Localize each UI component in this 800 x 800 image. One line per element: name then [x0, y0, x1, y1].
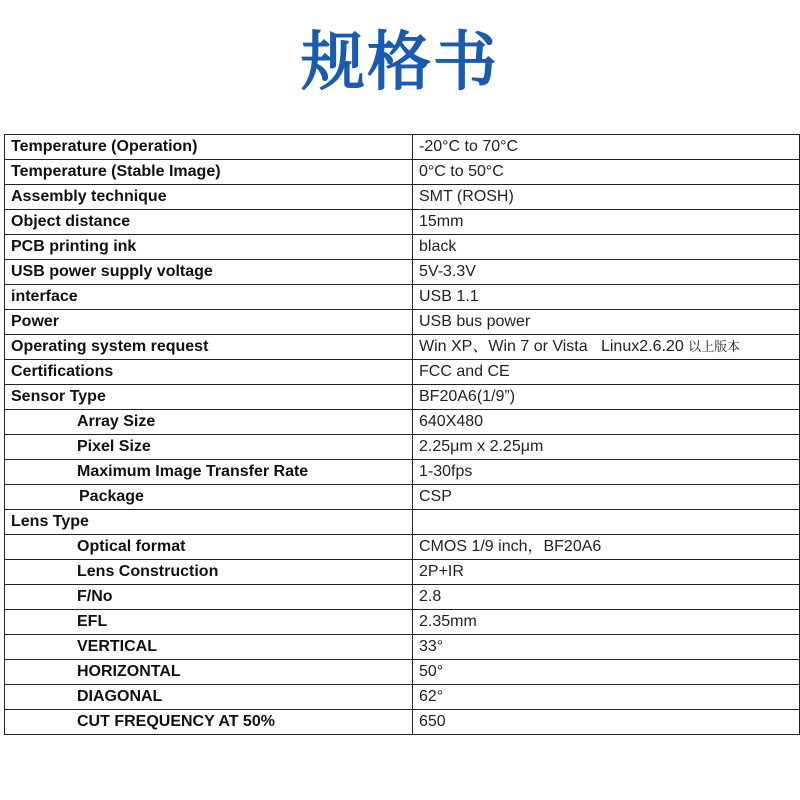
row-value: 50°: [413, 660, 800, 685]
table-row: [5, 285, 800, 310]
row-value: [413, 510, 800, 535]
table-row: [5, 560, 800, 585]
row-value: SMT (ROSH): [413, 185, 800, 210]
page-title: 规格书: [301, 26, 499, 100]
table-row: [5, 660, 800, 685]
row-label: Lens Type: [5, 510, 413, 535]
row-value: 2.35mm: [413, 610, 800, 635]
row-label: Temperature (Operation): [5, 135, 413, 160]
row-label: Assembly technique: [5, 185, 413, 210]
table-row: [5, 335, 800, 360]
row-value: black: [413, 235, 800, 260]
row-label: Pixel Size: [5, 435, 413, 460]
table-row: [5, 535, 800, 560]
table-row: [5, 135, 800, 160]
table-row: [5, 510, 800, 535]
table-row: [5, 385, 800, 410]
row-value: 2.8: [413, 585, 800, 610]
row-label: Certifications: [5, 360, 413, 385]
table-row: [5, 235, 800, 260]
table-row: [5, 610, 800, 635]
row-label: HORIZONTAL: [5, 660, 413, 685]
table-row: [5, 685, 800, 710]
os-value-suffix: 以上版本: [688, 339, 741, 354]
row-value: 2.25μm x 2.25μm: [413, 435, 800, 460]
table-row: [5, 435, 800, 460]
table-row: [5, 710, 800, 735]
os-value-text: Win XP、Win 7 or Vista Linux2.6.20: [419, 338, 684, 355]
row-value: CMOS 1/9 inch，BF20A6: [413, 535, 800, 560]
table-row: [5, 460, 800, 485]
row-label: Lens Construction: [5, 560, 413, 585]
row-label: USB power supply voltage: [5, 260, 413, 285]
row-label: Array Size: [5, 410, 413, 435]
table-row: [5, 260, 800, 285]
row-label: Power: [5, 310, 413, 335]
table-row: [5, 160, 800, 185]
row-value: 2P+IR: [413, 560, 800, 585]
table-row: [5, 410, 800, 435]
row-label: Package: [5, 485, 413, 510]
row-label: F/No: [5, 585, 413, 610]
row-label: DIAGONAL: [5, 685, 413, 710]
row-value: [413, 335, 800, 360]
row-value: USB 1.1: [413, 285, 800, 310]
row-label: Operating system request: [5, 335, 413, 360]
table-row: [5, 210, 800, 235]
row-value: 0°C to 50°C: [413, 160, 800, 185]
row-label: VERTICAL: [5, 635, 413, 660]
row-value: BF20A6(1/9”): [413, 385, 800, 410]
row-value: 62°: [413, 685, 800, 710]
row-value: 1-30fps: [413, 460, 800, 485]
row-value: 15mm: [413, 210, 800, 235]
row-value: 5V-3.3V: [413, 260, 800, 285]
row-value: CSP: [413, 485, 800, 510]
row-label: Optical format: [5, 535, 413, 560]
row-value: FCC and CE: [413, 360, 800, 385]
row-value: 33°: [413, 635, 800, 660]
table-row: [5, 185, 800, 210]
spec-table: [4, 134, 800, 735]
row-value: 650: [413, 710, 800, 735]
row-value: -20°C to 70°C: [413, 135, 800, 160]
row-label: Maximum Image Transfer Rate: [5, 460, 413, 485]
row-value: 640X480: [413, 410, 800, 435]
table-row: [5, 635, 800, 660]
row-label: Object distance: [5, 210, 413, 235]
row-label: PCB printing ink: [5, 235, 413, 260]
table-row: [5, 485, 800, 510]
table-row: [5, 585, 800, 610]
row-label: EFL: [5, 610, 413, 635]
table-row: [5, 360, 800, 385]
row-label: Sensor Type: [5, 385, 413, 410]
table-row: [5, 310, 800, 335]
row-label: Temperature (Stable Image): [5, 160, 413, 185]
row-label: interface: [5, 285, 413, 310]
row-label: CUT FREQUENCY AT 50%: [5, 710, 413, 735]
row-value: USB bus power: [413, 310, 800, 335]
